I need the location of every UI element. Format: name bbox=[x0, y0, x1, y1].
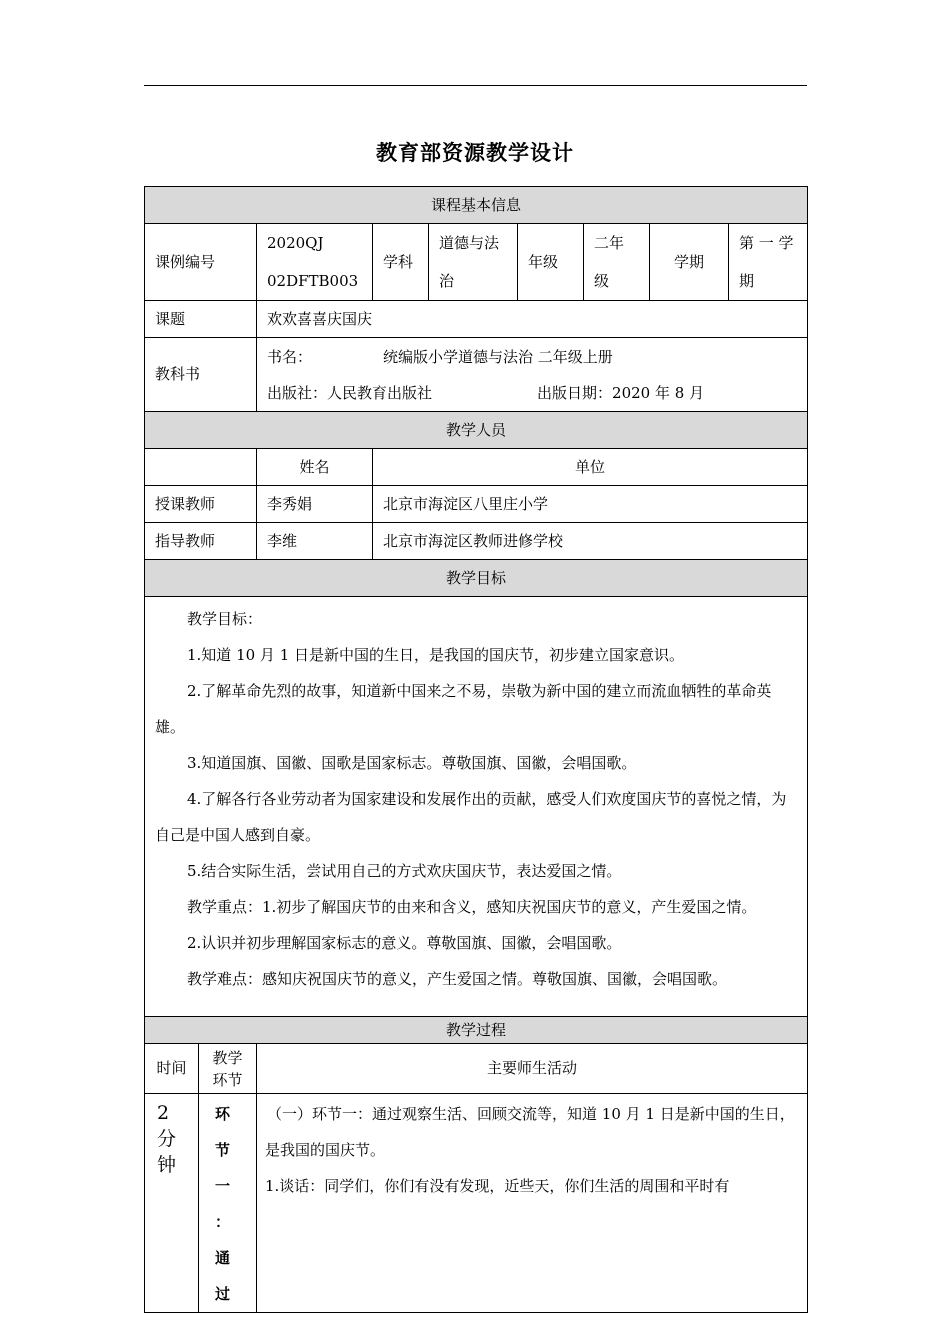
case-no-label: 课例编号 bbox=[145, 224, 257, 301]
subject-label: 学科 bbox=[373, 224, 429, 301]
textbook-label: 教科书 bbox=[145, 338, 257, 412]
process-col-activity: 主要师生活动 bbox=[257, 1044, 808, 1094]
grade-label: 年级 bbox=[518, 224, 584, 301]
process-table bbox=[144, 1016, 808, 1313]
process-activity bbox=[257, 1094, 808, 1313]
topic-value: 欢欢喜喜庆国庆 bbox=[257, 301, 808, 338]
goal-line: 2.了解革命先烈的故事，知道新中国来之不易，崇敬为新中国的建立而流血牺牲的革命英雄。 bbox=[155, 682, 772, 736]
term-label: 学期 bbox=[650, 224, 729, 301]
activity-line: 1.谈话：同学们，你们有没有发现，近些天，你们生活的周围和平时有 bbox=[265, 1177, 730, 1195]
staff-unit: 北京市海淀区八里庄小学 bbox=[373, 486, 808, 523]
staff-name: 李维 bbox=[257, 523, 373, 560]
process-col-time: 时间 bbox=[145, 1044, 199, 1094]
goal-line: 教学难点：感知庆祝国庆节的意义，产生爱国之情。尊敬国旗、国徽，会唱国歌。 bbox=[187, 970, 728, 988]
staff-col-name: 姓名 bbox=[257, 449, 373, 486]
book-name-line: 书名： 统编版小学道德与法治 二年级上册 bbox=[267, 347, 613, 366]
basic-info-header: 课程基本信息 bbox=[145, 187, 808, 224]
document-title: 教育部资源教学设计 bbox=[376, 140, 574, 165]
goal-line: 1.知道 10 月 1 日是新中国的生日，是我国的国庆节，初步建立国家意识。 bbox=[187, 646, 685, 664]
staff-header: 教学人员 bbox=[145, 412, 808, 449]
textbook-details bbox=[257, 338, 808, 412]
grade-value: 二年 级 bbox=[584, 224, 650, 301]
goals-header: 教学目标 bbox=[145, 560, 808, 597]
staff-row bbox=[145, 486, 808, 523]
goals-body bbox=[145, 597, 808, 1022]
topic-label: 课题 bbox=[145, 301, 257, 338]
process-header: 教学过程 bbox=[145, 1017, 808, 1044]
staff-blank-cell bbox=[145, 449, 257, 486]
staff-name: 李秀娟 bbox=[257, 486, 373, 523]
staff-role: 授课教师 bbox=[145, 486, 257, 523]
goal-line: 3.知道国旗、国徽、国歌是国家标志。尊敬国旗、国徽，会唱国歌。 bbox=[187, 754, 637, 772]
staff-col-unit: 单位 bbox=[373, 449, 808, 486]
staff-unit: 北京市海淀区教师进修学校 bbox=[373, 523, 808, 560]
term-value: 第 一 学 期 bbox=[729, 224, 808, 301]
goal-line: 4.了解各行各业劳动者为国家建设和发展作出的贡献，感受人们欢度国庆节的喜悦之情，为自己是中国人感到自豪。 bbox=[155, 790, 787, 844]
case-no-value: 2020QJ 02DFTB003 bbox=[257, 224, 373, 301]
goal-line: 教学重点：1.初步了解国庆节的由来和含义，感知庆祝国庆节的意义，产生爱国之情。 bbox=[187, 898, 757, 916]
process-time: 2 分 钟 bbox=[145, 1094, 199, 1313]
goal-line: 2.认识并初步理解国家标志的意义。尊敬国旗、国徽，会唱国歌。 bbox=[187, 934, 622, 952]
activity-line: （一）环节一：通过观察生活、回顾交流等，知道 10 月 1 日是新中国的生日，是我国的国庆节。 bbox=[265, 1105, 795, 1159]
staff-row bbox=[145, 523, 808, 560]
process-stage: 环 节 一 ： 通 过 bbox=[199, 1094, 257, 1313]
process-col-stage: 教学 环节 bbox=[199, 1044, 257, 1094]
subject-value: 道德与法 治 bbox=[429, 224, 518, 301]
staff-role: 指导教师 bbox=[145, 523, 257, 560]
course-info-table bbox=[144, 186, 808, 1022]
header-rule bbox=[144, 85, 807, 86]
publisher-line: 出版社：人民教育出版社 出版日期：2020 年 8 月 bbox=[267, 383, 705, 402]
goal-line: 教学目标： bbox=[187, 610, 263, 628]
goal-line: 5.结合实际生活，尝试用自己的方式欢庆国庆节，表达爱国之情。 bbox=[187, 862, 622, 880]
